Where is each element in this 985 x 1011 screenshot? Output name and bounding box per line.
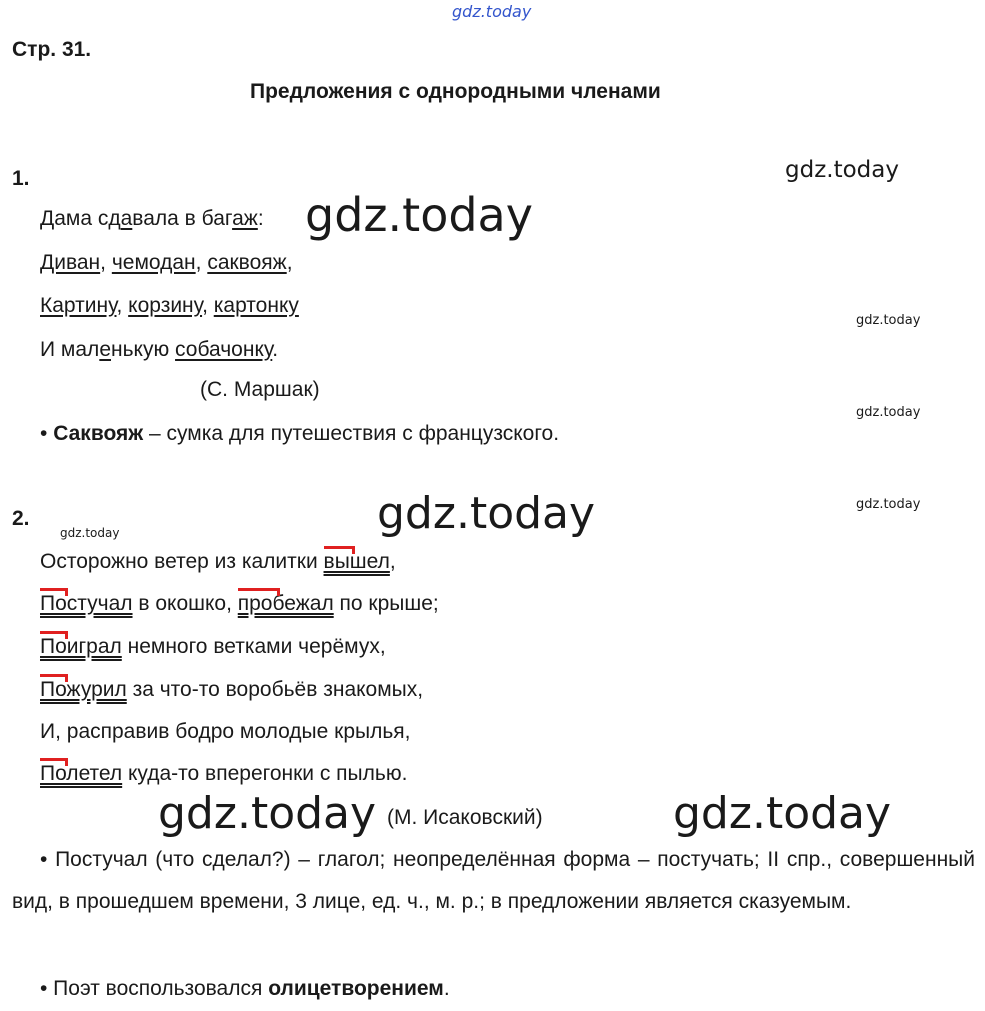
watermark: gdz.today bbox=[158, 788, 377, 839]
predicate: Поиграл bbox=[40, 635, 122, 659]
poem-line: Постучал в окошко, пробежал по крыше; bbox=[40, 592, 439, 616]
note-line: • Саквояж – сумка для путешествия с французского. bbox=[40, 422, 560, 445]
predicate: Полетел bbox=[40, 762, 122, 786]
poem-line: Поиграл немного ветками черёмух, bbox=[40, 635, 386, 659]
watermark: gdz.today bbox=[60, 526, 120, 540]
note-line: • Поэт воспользовался олицетворением. bbox=[40, 977, 450, 1000]
poem-line: И, расправив бодро молодые крылья, bbox=[40, 720, 411, 743]
poem-line: Диван, чемодан, саквояж, bbox=[40, 251, 293, 274]
watermark: gdz.today bbox=[305, 188, 533, 242]
poem-line: И маленькую собачонку. bbox=[40, 338, 279, 361]
page-title: Предложения с однородными членами bbox=[250, 80, 661, 103]
predicate: вышел bbox=[324, 550, 390, 574]
poem-line: Осторожно ветер из калитки вышел, bbox=[40, 550, 396, 574]
poem-line: Картину, корзину, картонку bbox=[40, 294, 299, 317]
watermark: gdz.today bbox=[856, 497, 921, 512]
poem-line: Дама сдавала в багаж: bbox=[40, 207, 264, 230]
predicate: Пожурил bbox=[40, 678, 127, 702]
watermark: gdz.today bbox=[856, 405, 921, 420]
watermark: gdz.today bbox=[452, 2, 532, 21]
poem-author: (М. Исаковский) bbox=[387, 806, 543, 829]
predicate: пробежал bbox=[238, 592, 334, 616]
poem-line: Полетел куда-то вперегонки с пылью. bbox=[40, 762, 407, 786]
task-number: 1. bbox=[12, 167, 30, 190]
predicate: Постучал bbox=[40, 592, 133, 616]
poem-author: (С. Маршак) bbox=[200, 378, 320, 401]
watermark: gdz.today bbox=[673, 788, 892, 839]
watermark: gdz.today bbox=[785, 157, 899, 183]
page-reference: Стр. 31. bbox=[12, 38, 92, 61]
task-number: 2. bbox=[12, 507, 30, 530]
watermark: gdz.today bbox=[377, 488, 596, 539]
poem-line: Пожурил за что-то воробьёв знакомых, bbox=[40, 678, 423, 702]
morphological-analysis: • Постучал (что сделал?) – глагол; неопределённая форма – постучать; II спр., совершенный вид, в прошедшем времени, 3 лице, ед. ч., м. р.; в предложении является сказуемым. bbox=[12, 848, 975, 913]
watermark: gdz.today bbox=[856, 313, 921, 328]
